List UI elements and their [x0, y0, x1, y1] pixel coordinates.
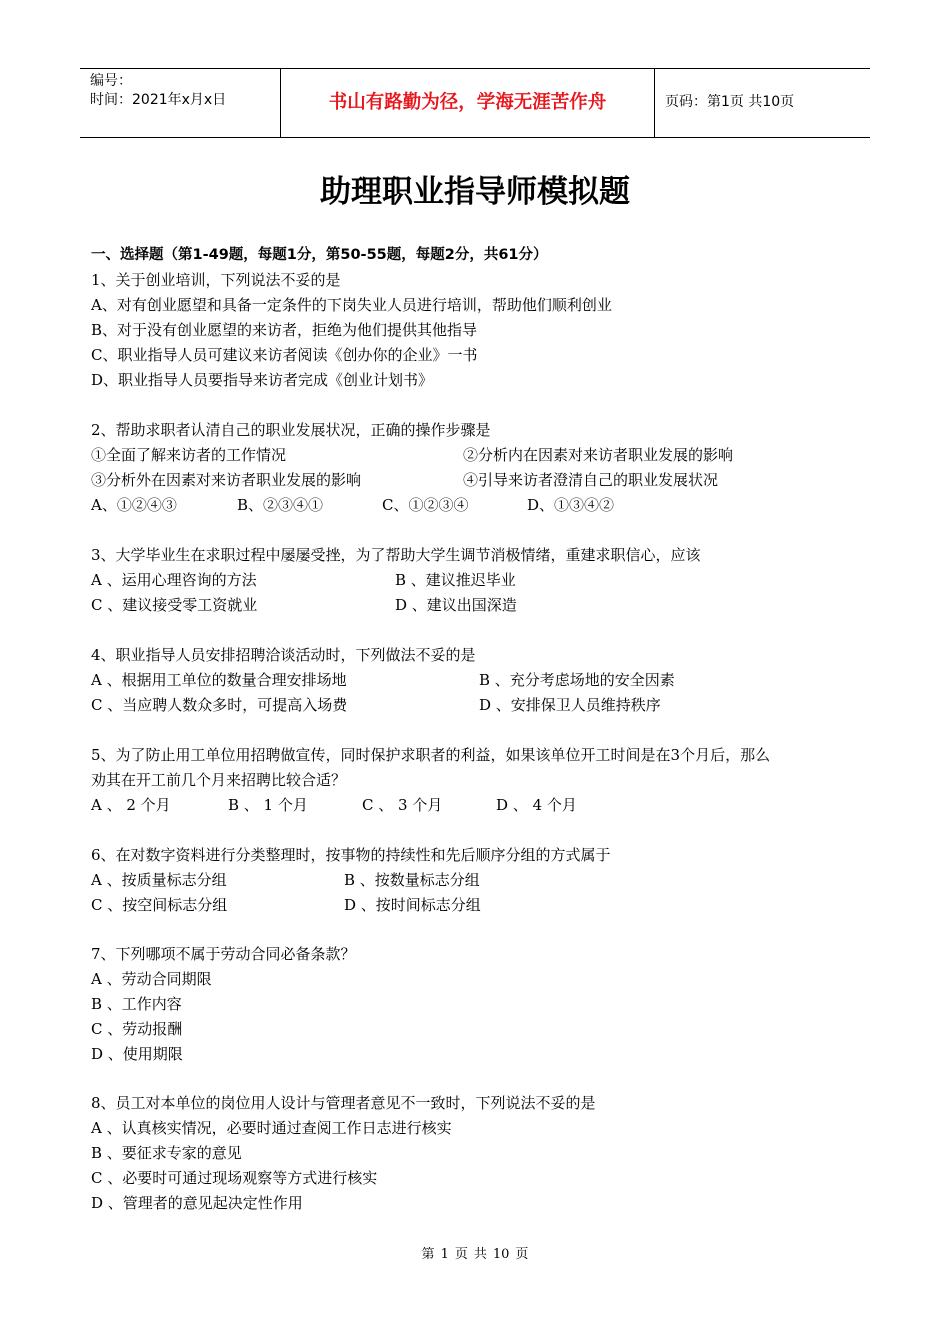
option: C、职业指导人员可建议来访者阅读《创办你的企业》一书 [91, 346, 478, 364]
option: A 、认真核实情况，必要时通过查阅工作日志进行核实 [91, 1119, 452, 1137]
option: D 、 4 个月 [496, 796, 577, 814]
option: A 、按质量标志分组 [91, 871, 227, 889]
option: B 、建议推迟毕业 [395, 571, 516, 589]
footer-text: 页 [515, 1247, 529, 1262]
option: C 、建议接受零工资就业 [91, 596, 258, 614]
question-stem: 7、下列哪项不属于劳动合同必备条款？ [91, 945, 356, 963]
page-label: 页码：第1页 共10页 [665, 94, 795, 110]
option: D 、建议出国深造 [395, 596, 517, 614]
option: D、职业指导人员要指导来访者完成《创业计划书》 [91, 371, 434, 389]
page-footer [0, 1246, 950, 1264]
option: B 、 1 个月 [228, 796, 308, 814]
option: A、①②④③ [91, 496, 177, 514]
header-page-cell [655, 69, 870, 137]
footer-page-number: 1 [440, 1247, 449, 1262]
question-stem: 5、为了防止用工单位用招聘做宣传，同时保护求职者的利益，如果该单位开工时间是在3个月后，那么 [91, 746, 771, 764]
question-stem: 8、员工对本单位的岗位用人设计与管理者意见不一致时，下列说法不妥的是 [91, 1094, 596, 1112]
footer-text: 第 [421, 1247, 435, 1262]
footer-text: 共 [473, 1247, 487, 1262]
option: B、②③④① [237, 496, 324, 514]
code-label: 编号： [90, 73, 132, 89]
option: B 、要征求专家的意见 [91, 1144, 242, 1162]
option: C 、劳动报酬 [91, 1020, 183, 1038]
section-heading: 一、选择题（第1-49题，每题1分，第50-55题，每题2分，共61分） [91, 247, 548, 263]
step-item: ①全面了解来访者的工作情况 [91, 446, 287, 464]
option: D 、安排保卫人员维持秩序 [479, 696, 661, 714]
page-header [80, 68, 870, 138]
question-stem: 4、职业指导人员安排招聘洽谈活动时，下列做法不妥的是 [91, 646, 476, 664]
option: A 、 2 个月 [91, 796, 171, 814]
option: C 、 3 个月 [362, 796, 443, 814]
step-item: ②分析内在因素对来访者职业发展的影响 [463, 446, 734, 464]
header-left-cell [80, 69, 281, 137]
header-motto-cell [281, 69, 655, 137]
option: D 、管理者的意见起决定性作用 [91, 1194, 303, 1212]
question-stem: 2、帮助求职者认清自己的职业发展状况，正确的操作步骤是 [91, 421, 491, 439]
option: B 、充分考虑场地的安全因素 [479, 671, 675, 689]
option: C 、按空间标志分组 [91, 896, 228, 914]
option: C 、必要时可通过现场观察等方式进行核实 [91, 1169, 378, 1187]
question-stem: 1、关于创业培训，下列说法不妥的是 [91, 271, 341, 289]
option: B 、按数量标志分组 [344, 871, 480, 889]
option: A、对有创业愿望和具备一定条件的下岗失业人员进行培训，帮助他们顺利创业 [91, 296, 612, 314]
question-stem: 3、大学毕业生在求职过程中屡屡受挫，为了帮助大学生调节消极情绪，重建求职信心，应该 [91, 546, 701, 564]
option: A 、劳动合同期限 [91, 970, 212, 988]
option: C 、当应聘人数众多时，可提高入场费 [91, 696, 348, 714]
question-stem: 6、在对数字资料进行分类整理时，按事物的持续性和先后顺序分组的方式属于 [91, 846, 611, 864]
option: A 、运用心理咨询的方法 [91, 571, 257, 589]
page-title: 助理职业指导师模拟题 [320, 174, 630, 210]
question-stem-continued: 劝其在开工前几个月来招聘比较合适？ [91, 771, 347, 789]
footer-text: 页 [454, 1247, 468, 1262]
option: B、对于没有创业愿望的来访者，拒绝为他们提供其他指导 [91, 321, 478, 339]
motto: 书山有路勤为径，学海无涯苦作舟 [328, 92, 607, 113]
step-item: ③分析外在因素对来访者职业发展的影响 [91, 471, 362, 489]
option: B 、工作内容 [91, 995, 182, 1013]
footer-total-pages: 10 [492, 1247, 510, 1262]
option: D 、按时间标志分组 [344, 896, 481, 914]
time-label: 时间：2021年x月x日 [90, 92, 227, 108]
option: C、①②③④ [382, 496, 469, 514]
step-item: ④引导来访者澄清自己的职业发展状况 [463, 471, 719, 489]
option: D、①③④② [527, 496, 615, 514]
option: A 、根据用工单位的数量合理安排场地 [91, 671, 347, 689]
option: D 、使用期限 [91, 1045, 183, 1063]
